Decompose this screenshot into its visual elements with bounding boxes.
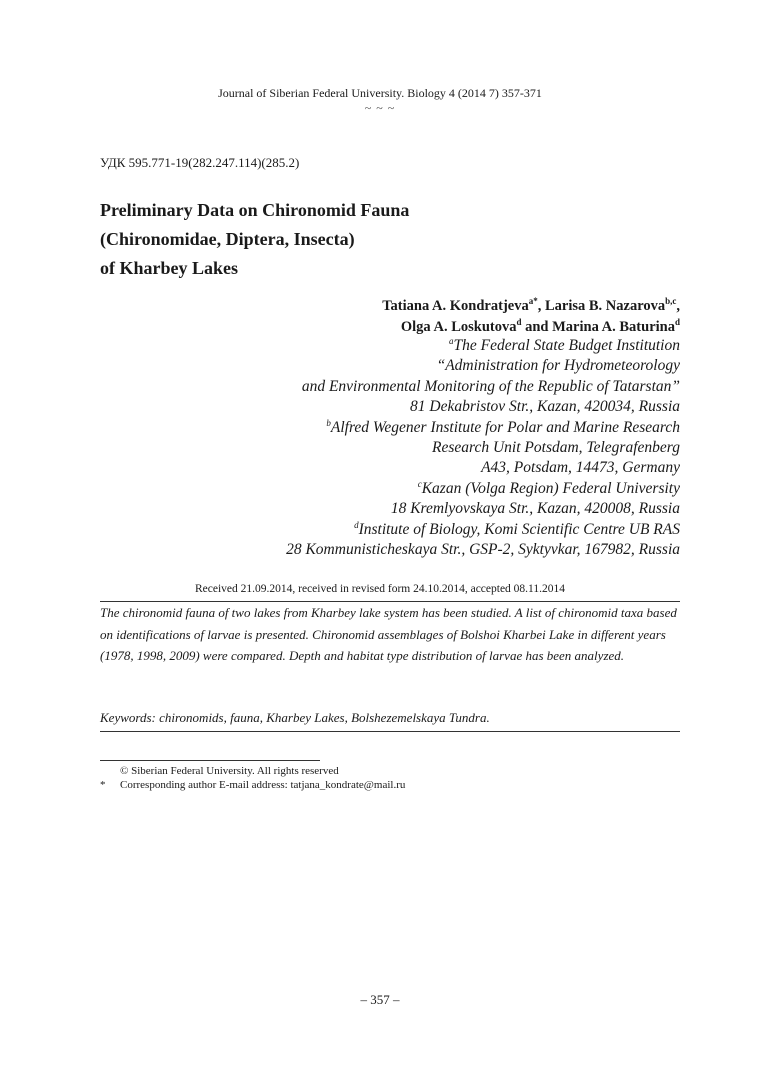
affiliations-block (286, 336, 680, 560)
affil-mark: d (354, 519, 359, 530)
footnote-corresponding (100, 779, 405, 791)
title-line: Preliminary Data on Chironomid Fauna (100, 200, 410, 220)
header-ornament: ~ ~ ~ (364, 101, 396, 115)
author-affil-mark: b,c (665, 296, 677, 307)
authors-line-2 (382, 317, 680, 338)
author-affil-mark: a* (528, 296, 538, 307)
author-name: Tatiana A. Kondratjeva (382, 298, 529, 314)
affil-mark: c (417, 478, 422, 489)
affiliation-line: “Administration for Hydrometeorology (436, 357, 680, 375)
affiliation-line: and Environmental Monitoring of the Republic of Tatarstan” (301, 377, 680, 395)
footnote-text: Corresponding author E-mail address: tatjana_kondrate@mail.ru (120, 779, 406, 791)
journal-header: Journal of Siberian Federal University. Biology 4 (2014 7) 357-371 (218, 86, 542, 100)
affiliation-line: $^b$Alfred Wegener Institute for Polar and Marine Research (326, 417, 680, 436)
affiliation-line: $^a$The Federal State Budget Institution (449, 335, 680, 354)
title-line: of Kharbey Lakes (100, 258, 239, 278)
affiliation-line: Research Unit Potsdam, Telegrafenberg (432, 439, 680, 457)
page-number: – 357 – (360, 992, 400, 1007)
authors-block (382, 296, 680, 338)
authors-line-1 (382, 296, 680, 317)
affiliation-line: $^d$Institute of Biology, Komi Scientific Centre UB RAS (354, 519, 680, 538)
footnote-rule (100, 760, 320, 761)
affiliation-line: 28 Kommunisticheskaya Str., GSP-2, Syktyvkar, 167982, Russia (286, 541, 680, 559)
udk-code: УДК 595.771-19(282.247.114)(285.2) (100, 155, 300, 170)
affiliation-line: 81 Dekabristov Str., Kazan, 420034, Russia (410, 398, 680, 416)
author-name: Olga A. Loskutova (400, 319, 517, 335)
affiliation-line: 18 Kremlyovskaya Str., Kazan, 420008, Russia (390, 500, 680, 518)
abstract: The chironomid fauna of two lakes from Kharbey lake system has been studied. A list of chironomid taxa based on identifications of larvae is presented. Chironomid assemblages of Bolshoi Kharbei Lake in different years (1978, 1998, 2009) were compared. Depth and habitat type distribution of larvae has been analyzed. (100, 605, 677, 663)
author-affil-mark: d (516, 317, 522, 328)
author-name: Marina A. Baturina (552, 319, 675, 335)
author-separator: , (676, 298, 680, 314)
affil-mark: b (326, 417, 331, 428)
author-name: Larisa B. Nazarova (544, 298, 666, 314)
article-title (100, 196, 409, 283)
author-affil-mark: d (674, 317, 680, 328)
footnote-mark: * (100, 779, 106, 791)
author-separator: , (537, 298, 545, 314)
title-line: (Chironomidae, Diptera, Insecta) (100, 229, 355, 249)
keywords: Keywords: chironomids, fauna, Kharbey Lakes, Bolshezemelskaya Tundra. (100, 710, 490, 725)
author-separator: and (521, 319, 553, 335)
affil-mark: a (449, 335, 454, 346)
affiliation-line: A43, Potsdam, 14473, Germany (481, 459, 680, 477)
abstract-bottom-rule (100, 731, 680, 732)
footnote-copyright: © Siberian Federal University. All rights reserved (120, 765, 339, 777)
received-dates: Received 21.09.2014, received in revised form 24.10.2014, accepted 08.11.2014 (194, 583, 566, 595)
affiliation-line: $^c$Kazan (Volga Region) Federal University (417, 478, 680, 497)
